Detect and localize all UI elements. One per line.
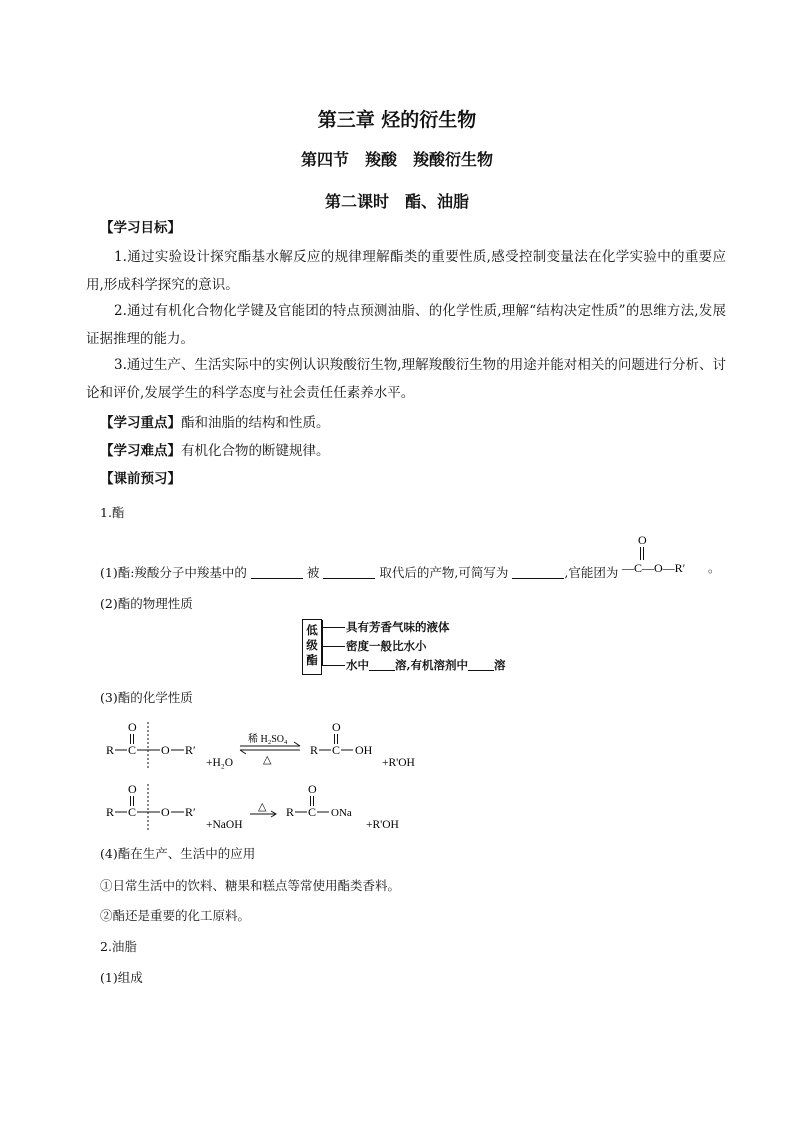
box-char-3: 酯 xyxy=(306,653,318,667)
physical-title: (2)酯的物理性质 xyxy=(100,596,193,611)
eq1-prod-c: C xyxy=(332,743,341,757)
eq1-prod-oh: OH xyxy=(355,743,373,757)
branch-text-3 xyxy=(346,657,506,673)
blank-organic[interactable] xyxy=(468,658,494,671)
branch-line-3 xyxy=(323,665,345,666)
blank-1[interactable] xyxy=(251,564,303,579)
objective-3: 3.通过生产、生活实际中的实例认识羧酸衍生物,理解羧酸衍生物的用途并能对相关的问题进行分析、讨论和评价,发展学生的科学态度与社会责任任素养水平。 xyxy=(86,357,726,401)
key-point xyxy=(100,411,330,431)
eq1-rp: R′ xyxy=(185,743,196,757)
fg-period: 。 xyxy=(708,561,721,575)
branch-line-2 xyxy=(323,646,345,647)
eq1-plus-water: +H₂O xyxy=(206,757,234,769)
eq1-arrow-back-head xyxy=(240,750,246,754)
blank-water[interactable] xyxy=(369,658,395,671)
eq2-r: R xyxy=(106,805,115,819)
eq1-c: C xyxy=(128,743,137,757)
eq2-condition-top: △ xyxy=(258,801,267,813)
preview-heading: 【课前预习】 xyxy=(100,471,181,487)
eq2-prod-r: R xyxy=(286,805,295,819)
objective-1: 1.通过实验设计探究酯基水解反应的规律理解酯类的重要性质,感受控制变量法在化学实验中的重要应用,形成科学探究的意识。 xyxy=(86,249,726,293)
objectives-heading: 【学习目标】 xyxy=(100,220,181,236)
low-ester-box xyxy=(302,619,322,675)
application-1: ①日常生活中的饮料、糖果和糕点等常使用酯类香料。 xyxy=(100,878,401,893)
eq2-o: O xyxy=(161,805,170,819)
applications-title: (4)酯在生产、生活中的应用 xyxy=(100,846,256,861)
chapter-title: 第三章 烃的衍生物 xyxy=(317,109,477,131)
section-title: 第四节 羧酸 羧酸衍生物 xyxy=(300,150,493,169)
eq2-c: C xyxy=(128,805,137,819)
ester-functional-group xyxy=(620,530,730,580)
branch-text-1: 具有芳香气味的液体 xyxy=(346,620,450,634)
eq1-carbonyl-o: O xyxy=(128,720,137,734)
chemical-title: (3)酯的化学性质 xyxy=(100,690,193,705)
def-part-1: (1)酯:羧酸分子中羧基中的 xyxy=(100,565,247,580)
eq1-condition-top: 稀 H₂SO₄ xyxy=(248,734,288,745)
solubility-water-label: 水中 xyxy=(346,658,369,672)
eq2-prod-ona: ONa xyxy=(331,807,352,819)
def-part-2: 被 xyxy=(306,565,320,580)
def-part-4: ,官能团为 xyxy=(564,565,619,580)
eq1-r: R xyxy=(106,743,115,757)
eq2-carbonyl-o: O xyxy=(128,782,137,796)
fg-chain: —C—O—R′ xyxy=(622,561,686,575)
branch-line-1 xyxy=(323,627,345,628)
eq1-o: O xyxy=(161,743,170,757)
objective-2: 2.通过有机化合物化学键及官能团的特点预测油脂、的化学性质,理解“结构决定性质”的思维方法,发展证据推理的能力。 xyxy=(86,303,726,347)
equation-acid-hydrolysis xyxy=(100,718,440,774)
eq1-condition-bottom: △ xyxy=(263,754,272,766)
eq1-arrow-forward-head xyxy=(294,742,300,746)
difficulty-label: 【学习难点】 xyxy=(100,443,181,459)
eq2-rp: R′ xyxy=(185,805,196,819)
eq2-plus-base: +NaOH xyxy=(206,819,243,831)
box-char-2: 级 xyxy=(306,638,318,652)
blank-2[interactable] xyxy=(323,564,375,579)
key-point-text: 酯和油脂的结构和性质。 xyxy=(181,415,330,431)
eq2-prod-carbonyl-o: O xyxy=(308,782,317,796)
ester-title: 1.酯 xyxy=(100,505,125,520)
eq1-prod-r: R xyxy=(310,743,319,757)
fg-carbonyl-o: O xyxy=(638,533,647,547)
box-char-1: 低 xyxy=(306,623,318,637)
key-point-label: 【学习重点】 xyxy=(100,415,181,431)
eq1-plus-alcohol: +R'OH xyxy=(382,757,415,769)
ester-definition xyxy=(100,563,618,581)
eq2-prod-c: C xyxy=(308,805,317,819)
branch-text-2: 密度一般比水小 xyxy=(346,639,427,653)
equation-base-hydrolysis xyxy=(100,780,440,836)
blank-3[interactable] xyxy=(512,564,564,579)
eq2-plus-alcohol: +R'OH xyxy=(366,819,399,831)
solubility-organic-label: 溶,有机溶剂中 xyxy=(395,658,469,672)
def-part-3: 取代后的产物,可简写为 xyxy=(379,565,509,580)
difficulty-text: 有机化合物的断键规律。 xyxy=(181,443,330,459)
application-2: ②酯还是重要的化工原料。 xyxy=(100,908,251,923)
difficulty xyxy=(100,439,330,459)
fat-title: 2.油脂 xyxy=(100,939,137,954)
lesson-title: 第二课时 酯、油脂 xyxy=(324,192,469,211)
eq1-prod-carbonyl-o: O xyxy=(332,720,341,734)
solubility-end: 溶 xyxy=(494,658,506,672)
fat-composition: (1)组成 xyxy=(100,970,143,985)
